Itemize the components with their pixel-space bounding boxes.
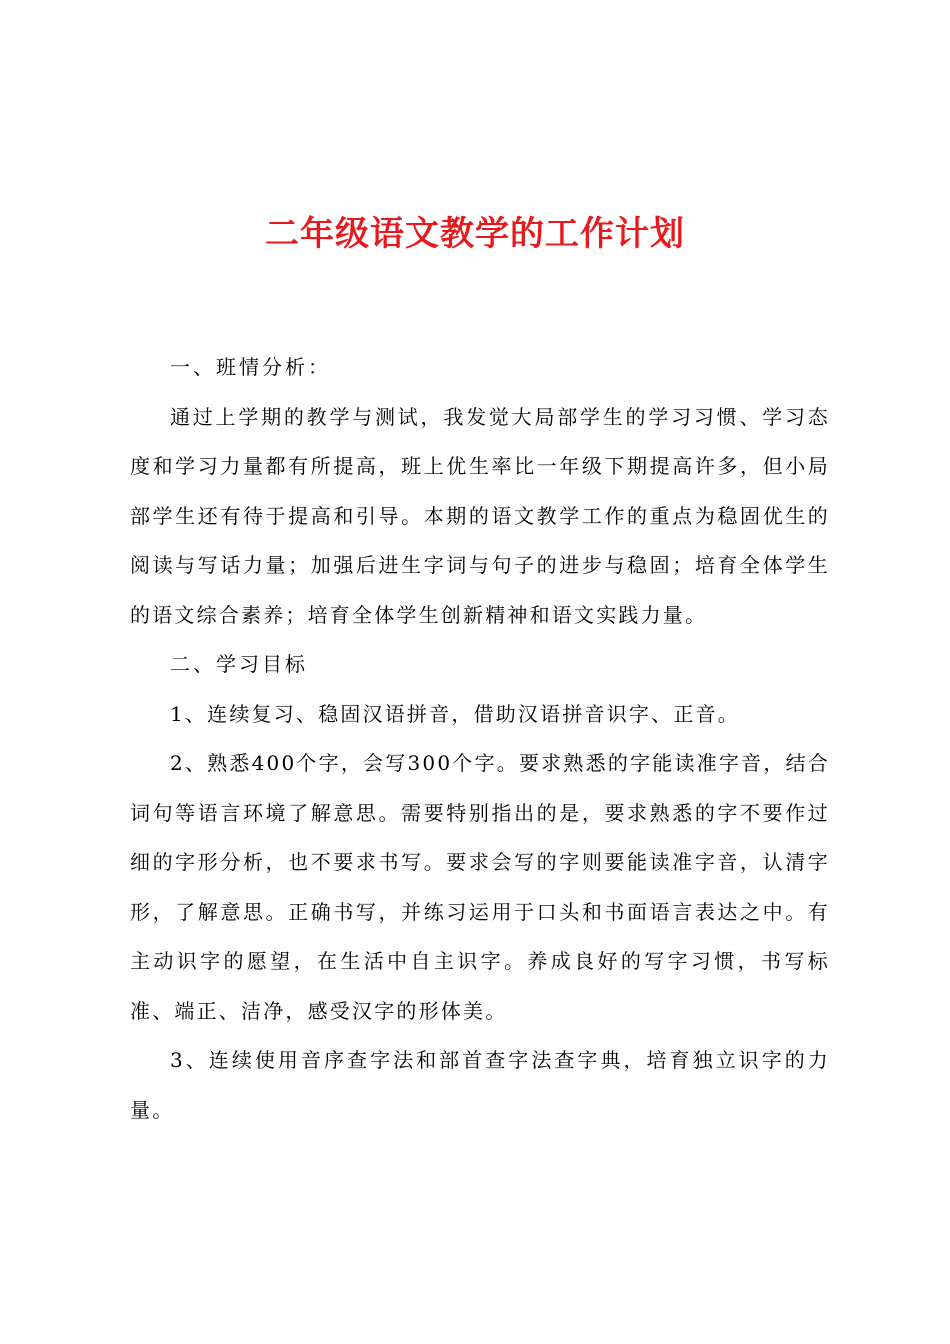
section-heading-learning-goals: 二、学习目标: [170, 652, 308, 676]
document-title: 二年级语文教学的工作计划: [265, 214, 685, 254]
goal-item-1: 1、连续复习、稳固汉语拼音，借助汉语拼音识字、正音。: [170, 701, 740, 726]
section-heading-class-analysis: 一、班情分析：: [170, 355, 331, 379]
paragraph-class-analysis: 通过上学期的教学与测试，我发觉大局部学生的学习习惯、学习态度和学习力量都有所提高，班上优生率比一年级下期提高许多，但小局部学生还有待于提高和引导。本期的语文教学工作的重点为稳固优生的阅读与写话力量；加强后进生字词与句子的进步与稳固；培育全体学生的语文综合素养；培育全体学生创新精神和语文实践力量。: [130, 404, 830, 627]
goal-item-3: 3、连续使用音序查字法和部首查字法查字典，培育独立识字的力量。: [130, 1048, 830, 1122]
document-body: [130, 343, 830, 1135]
goal-item-2: 2、熟悉400个字，会写300个字。要求熟悉的字能读准字音，结合词句等语言环境了解意思。需要特别指出的是，要求熟悉的字不要作过细的字形分析，也不要求书写。要求会写的字则要能读准字音，认清字形，了解意思。正确书写，并练习运用于口头和书面语言表达之中。有主动识字的愿望，在生活中自主识字。养成良好的写字习惯，书写标准、端正、洁净，感受汉字的形体美。: [130, 751, 830, 1023]
